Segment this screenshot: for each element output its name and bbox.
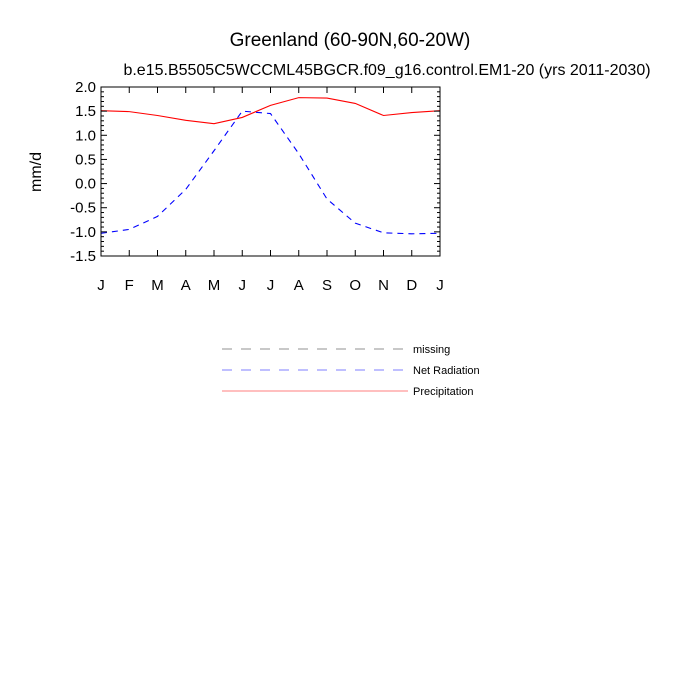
legend-label: Precipitation <box>413 386 474 398</box>
y-tick-label: 0.0 <box>75 175 96 193</box>
x-tick-label: N <box>378 277 389 294</box>
y-axis-label: mm/d <box>28 152 45 192</box>
chart-subtitle: b.e15.B5505C5WCCML45BGCR.f09_g16.control.EM1-20 (yrs 2011-2030) <box>123 62 651 79</box>
legend-label: Net Radiation <box>413 365 480 377</box>
series-layer <box>101 98 440 234</box>
series-line-net-radiation <box>101 111 440 234</box>
x-tick-label: J <box>238 277 246 294</box>
x-tick-label: J <box>97 277 105 294</box>
y-tick-label: -0.5 <box>70 199 96 217</box>
y-tick-label: -1.5 <box>70 248 96 265</box>
x-tick-label: D <box>406 277 418 294</box>
x-tick-label: F <box>124 277 134 294</box>
legend <box>222 344 480 398</box>
plot-frame <box>101 87 440 256</box>
y-tick-label: 1.5 <box>75 103 96 121</box>
legend-label: missing <box>413 344 451 356</box>
x-tick-label: J <box>266 277 275 294</box>
series-line-precipitation <box>101 98 440 124</box>
y-tick-label: 0.5 <box>75 151 96 169</box>
y-tick-label: 2.0 <box>75 79 96 96</box>
x-tick-label: M <box>207 277 221 294</box>
x-tick-label: A <box>293 277 304 294</box>
x-tick-label: J <box>436 277 444 294</box>
y-tick-label: -1.0 <box>70 223 96 241</box>
x-tick-label: A <box>180 277 191 294</box>
x-tick-label: S <box>321 277 333 294</box>
x-tick-label: M <box>151 277 164 294</box>
y-tick-label: 1.0 <box>75 127 96 145</box>
x-tick-label: O <box>349 277 362 294</box>
chart-title: Greenland (60-90N,60-20W) <box>229 30 471 51</box>
